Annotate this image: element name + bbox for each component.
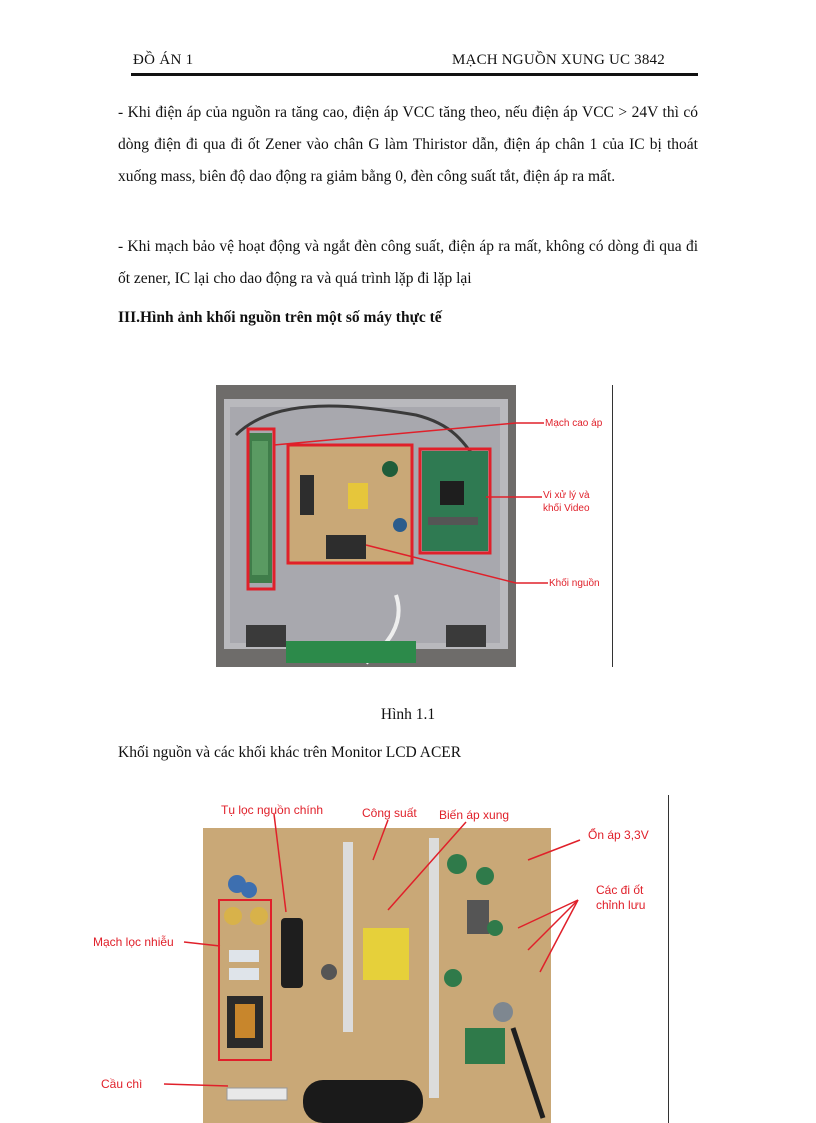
label-noise-filter: Mạch lọc nhiễu [93,935,174,949]
header-rule [131,73,698,76]
label-power-transistor: Công suất [362,806,417,820]
figure1-caption: Hình 1.1 [380,706,436,723]
label-processor-video: khối Video [543,503,590,514]
label-regulator: Ổn áp 3,3V [588,828,649,842]
label-rectifier: Các đi ốt [596,883,644,897]
header-title-left: ĐỒ ÁN 1 [133,52,194,68]
label-high-voltage: Mạch cao áp [545,418,603,429]
label-rectifier-2: chỉnh lưu [596,898,646,912]
label-main-filter-capacitor: Tụ lọc nguồn chính [221,803,324,817]
paragraph-overvoltage: - Khi điện áp của nguồn ra tăng cao, điện áp VCC tăng theo, nếu điện áp VCC > 24V thì có dòng điện đi qua đi ốt Zener vào chân G làm Thiristor dẫn, điện áp chân 1 của IC bị thoát xuống mass, biên độ dao động ra giảm bằng 0, đèn công suất tắt, điện áp ra mất. [118,104,698,185]
section-heading: III.Hình ảnh khối nguồn trên một số máy thực tế [118,309,442,326]
label-power-block: Khối nguồn [549,578,600,589]
label-pulse-transformer: Biến áp xung [439,808,510,822]
figure1-subcaption: Khối nguồn và các khối khác trên Monitor LCD ACER [118,744,462,761]
figure2-leaders [88,800,658,1100]
label-fuse: Cầu chì [101,1077,143,1091]
header-title-right: MẠCH NGUỒN XUNG UC 3842 [452,52,665,68]
label-processor: Vi xử lý và [543,490,590,501]
paragraph-protection: - Khi mạch bảo vệ hoạt động và ngắt đèn công suất, điện áp ra mất, không có dòng đi qua đi ốt zener, IC lại cho dao động ra và quá trình lặp đi lặp lại [118,238,698,287]
figure1-photo [216,385,516,667]
figure2-margin-line [668,795,669,1123]
